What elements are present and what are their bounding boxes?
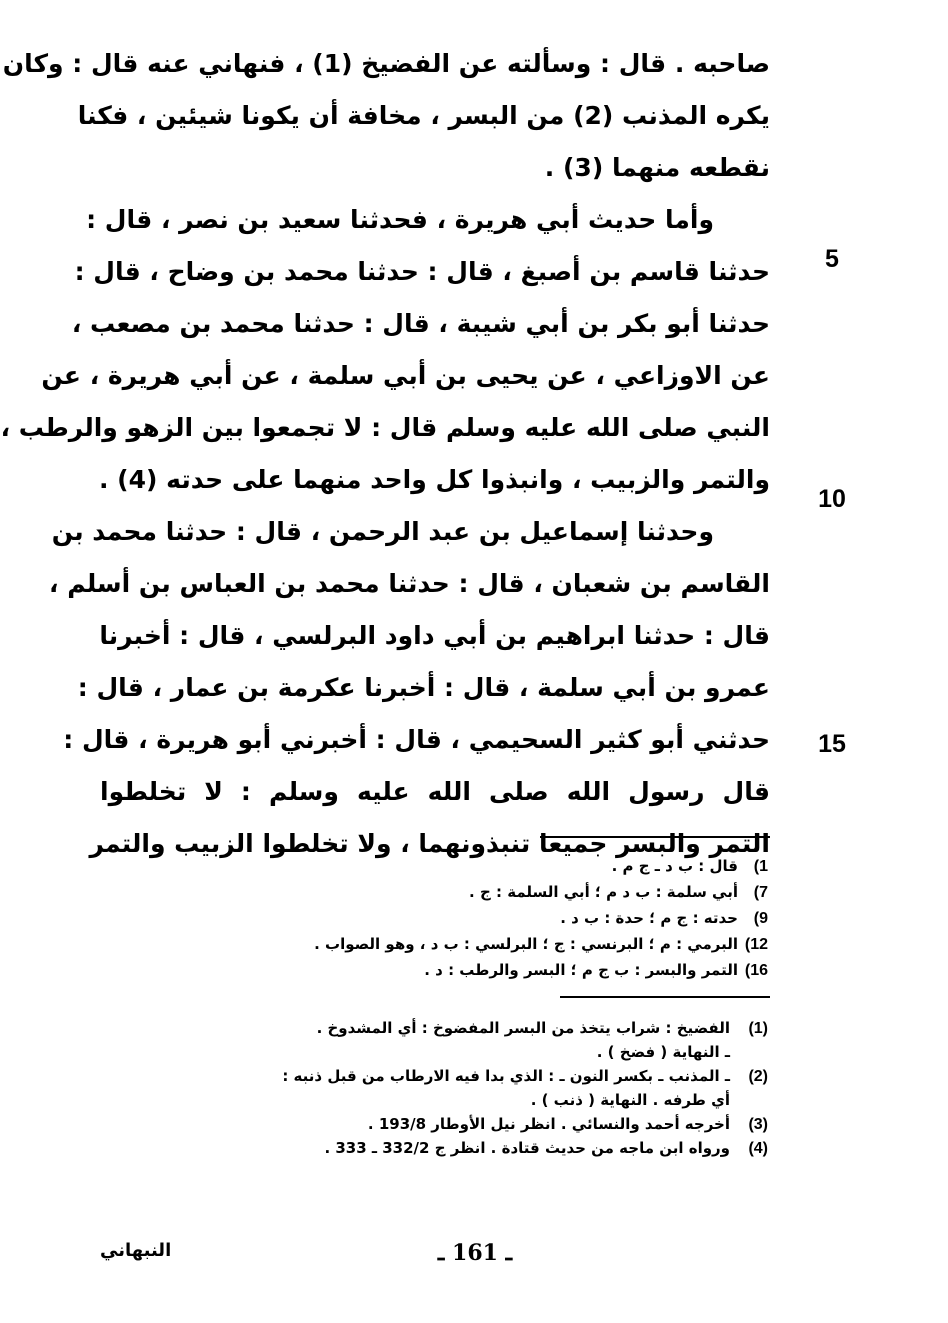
explanatory-notes — [100, 1016, 768, 1160]
text-line: النبي صلى الله عليه وسلم قال : لا تجمعوا بين الزهو والرطب ، — [0, 413, 770, 442]
text-line: وأما حديث أبي هريرة ، فحدثنا سعيد بن نصر ، قال : — [86, 205, 714, 234]
note-text: الفضيخ : شراب يتخذ من البسر المفضوخ : أي المشدوخ . — [316, 1019, 730, 1037]
signature: النبهاني — [100, 1240, 172, 1261]
main-text — [0, 38, 770, 870]
variant-text: حدته : ج م ؛ حدة : ب د . — [560, 909, 738, 927]
note-row — [100, 1088, 768, 1112]
note-number: (4) — [748, 1140, 768, 1157]
text-line: التمر والبسر جميعا تنبذونهما ، ولا تخلطوا الزبيب والتمر — [89, 829, 770, 858]
note-row — [100, 1136, 768, 1160]
variant-number: 1) — [753, 858, 768, 875]
text-line: قال رسول الله صلى الله عليه وسلم : لا تخلطوا — [100, 777, 770, 806]
note-text: ـ المذنب ـ بكسر النون ـ : الذي بدا فيه الارطاب من قبل ذنبه : — [282, 1067, 730, 1085]
variant-readings — [100, 853, 768, 983]
variant-number: 12) — [744, 936, 768, 953]
variant-text: أبي سلمة : ب د م ؛ أبي السلمة : ج . — [469, 883, 738, 901]
page-number: ـ 161 ـ — [437, 1240, 513, 1266]
variant-row — [100, 957, 768, 983]
note-number: (3) — [748, 1116, 768, 1133]
text-line: صاحبه . قال : وسألته عن الفضيخ (1) ، فنهاني عنه قال : وكان — [2, 49, 770, 78]
text-line: حدثني أبو كثير السحيمي ، قال : أخبرني أبو هريرة ، قال : — [63, 725, 770, 754]
text-line: والتمر والزبيب ، وانبذوا كل واحد منهما على حدته (4) . — [98, 465, 770, 494]
text-line: يكره المذنب (2) من البسر ، مخافة أن يكونا شيئين ، فكنا — [77, 101, 770, 130]
variant-row — [100, 853, 768, 879]
note-text: ـ النهاية ( فضخ ) . — [596, 1043, 730, 1061]
variant-row — [100, 879, 768, 905]
line-number-10: 10 — [818, 485, 846, 513]
notes-separator — [560, 996, 770, 998]
text-line: القاسم بن شعبان ، قال : حدثنا محمد بن العباس بن أسلم ، — [49, 569, 770, 598]
note-row — [100, 1064, 768, 1088]
variant-text: التمر والبسر : ب ج م ؛ البسر والرطب : د . — [424, 961, 738, 979]
variant-number: 16) — [744, 962, 768, 979]
variant-number: 9) — [753, 910, 768, 927]
text-line: حدثنا قاسم بن أصبغ ، قال : حدثنا محمد بن وضاح ، قال : — [74, 257, 770, 286]
note-row — [100, 1040, 768, 1064]
variant-text: البرمي : م ؛ البرنسي : ج ؛ البرلسي : ب د ، وهو الصواب . — [314, 935, 738, 953]
variant-row — [100, 931, 768, 957]
text-line: قال : حدثنا ابراهيم بن أبي داود البرلسي ، قال : أخبرنا — [99, 621, 770, 650]
note-text: ورواه ابن ماجه من حديث قتادة . انظر ج 332/2 ـ 333 . — [324, 1139, 730, 1157]
note-text: أي طرفه . النهاية ( ذنب ) . — [530, 1091, 730, 1109]
variant-number: 7) — [753, 884, 768, 901]
text-line: وحدثنا إسماعيل بن عبد الرحمن ، قال : حدثنا محمد بن — [51, 517, 714, 546]
line-number-5: 5 — [825, 245, 839, 273]
note-row — [100, 1016, 768, 1040]
variant-text: قال : ب د ـ ج م . — [611, 857, 738, 875]
text-line: حدثنا أبو بكر بن أبي شيبة ، قال : حدثنا محمد بن مصعب ، — [71, 309, 770, 338]
note-number: (2) — [748, 1068, 768, 1085]
variant-row — [100, 905, 768, 931]
footnote-separator — [540, 836, 770, 838]
note-text: أخرجه أحمد والنسائي . انظر نيل الأوطار 193/8 . — [367, 1115, 730, 1133]
text-line: عن الاوزاعي ، عن يحيى بن أبي سلمة ، عن أبي هريرة ، عن — [41, 361, 770, 390]
text-line: عمرو بن أبي سلمة ، قال : أخبرنا عكرمة بن عمار ، قال : — [77, 673, 770, 702]
note-row — [100, 1112, 768, 1136]
text-line: نقطعه منهما (3) . — [544, 153, 770, 182]
line-number-15: 15 — [818, 730, 846, 758]
note-number: (1) — [748, 1020, 768, 1037]
